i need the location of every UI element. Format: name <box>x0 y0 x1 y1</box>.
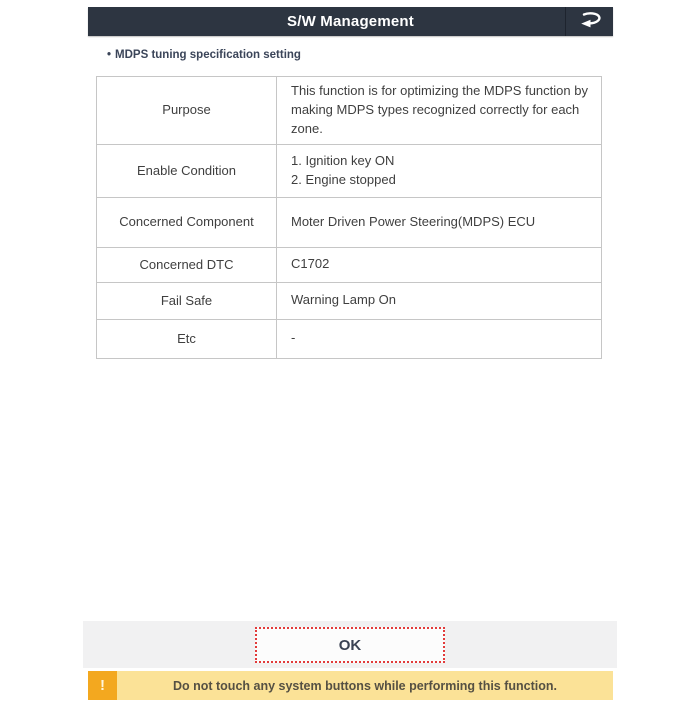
row-value: Moter Driven Power Steering(MDPS) ECU <box>277 197 602 247</box>
section-heading-label: MDPS tuning specification setting <box>115 49 301 61</box>
row-label: Enable Condition <box>97 144 277 197</box>
exclamation-icon: ! <box>88 671 117 700</box>
row-value: Warning Lamp On <box>277 282 602 319</box>
page-title: S/W Management <box>287 13 414 30</box>
row-value: C1702 <box>277 247 602 282</box>
row-value <box>277 144 602 197</box>
table-row-etc <box>97 319 602 358</box>
row-label: Fail Safe <box>97 282 277 319</box>
ok-button[interactable]: OK <box>255 627 445 663</box>
table-row-purpose <box>97 77 602 145</box>
row-label: Concerned DTC <box>97 247 277 282</box>
row-label: Purpose <box>97 77 277 145</box>
back-button[interactable] <box>565 7 613 36</box>
table-row-enable-condition <box>97 144 602 197</box>
table-row-concerned-dtc <box>97 247 602 282</box>
warning-banner <box>88 671 613 700</box>
enable-condition-line-2: 2. Engine stopped <box>291 171 396 187</box>
table-row-concerned-component <box>97 197 602 247</box>
spec-table <box>96 76 602 359</box>
warning-message: Do not touch any system buttons while performing this function. <box>172 678 558 693</box>
table-row-fail-safe <box>97 282 602 319</box>
enable-condition-line-1: 1. Ignition key ON <box>291 152 395 168</box>
titlebar <box>88 7 613 36</box>
row-value: - <box>277 319 602 358</box>
section-heading <box>107 49 301 61</box>
row-label: Etc <box>97 319 277 358</box>
bullet-marker: • <box>107 49 112 61</box>
row-label: Concerned Component <box>97 197 277 247</box>
return-arrow-icon <box>578 11 602 33</box>
row-value: This function is for optimizing the MDPS function by making MDPS types recognized correctly for each zone. <box>277 77 602 145</box>
